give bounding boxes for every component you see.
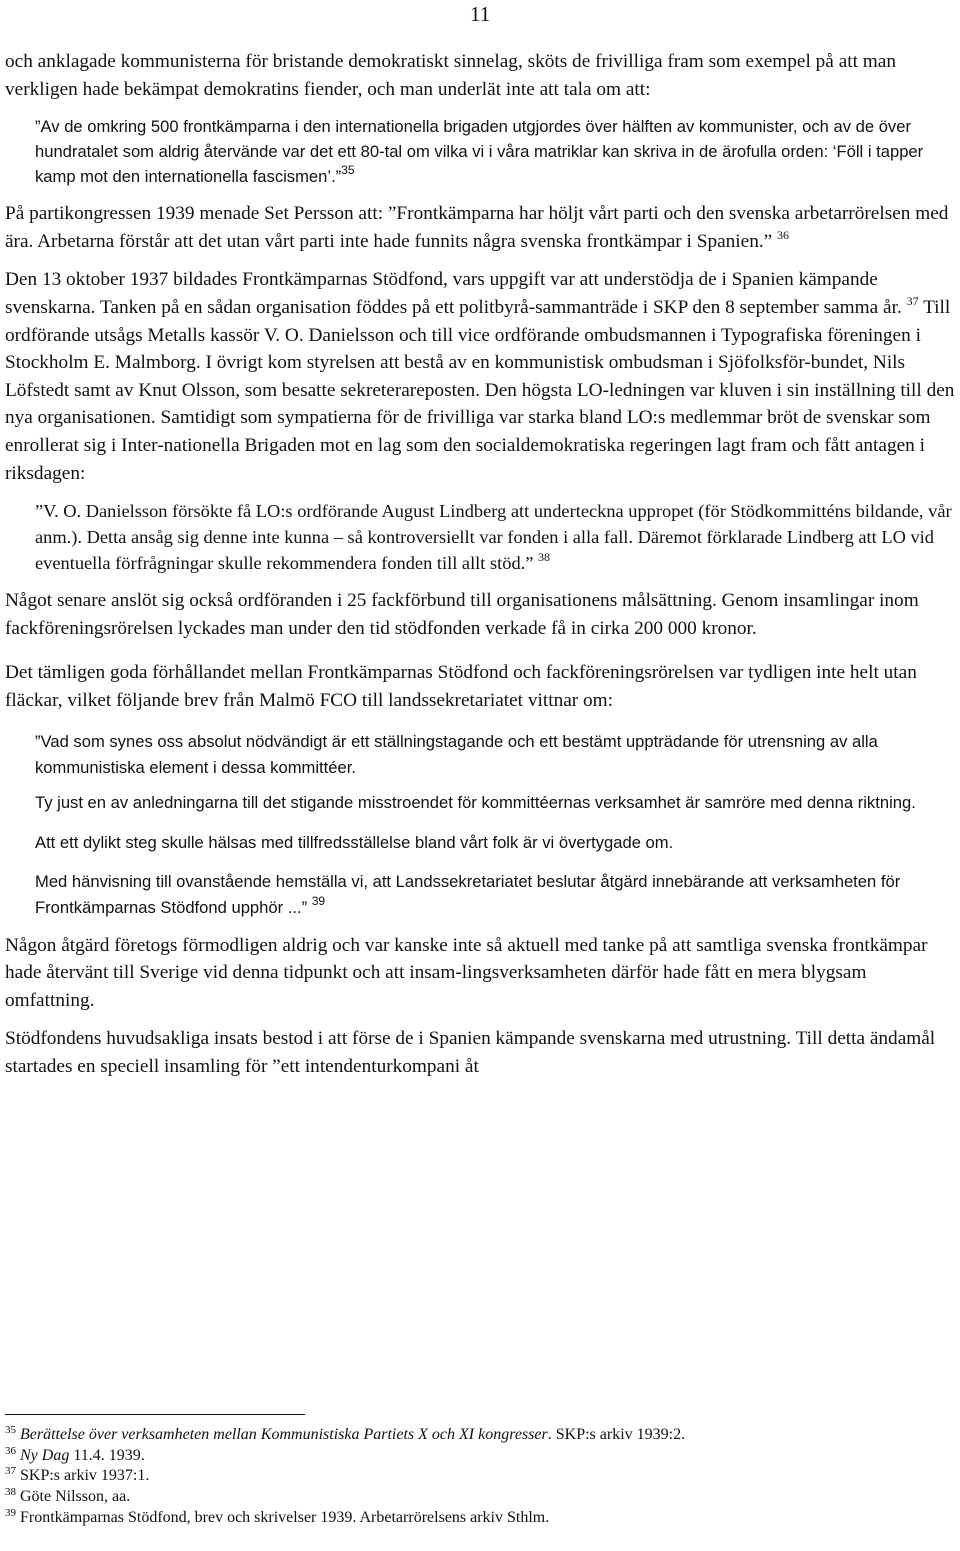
letter-quote-line-1: ”Vad som synes oss absolut nödvändigt är ett ställningstagande och ett bestämt uppträdande för utrensning av alla kommunistiska element i dessa kommittéer. (35, 731, 878, 777)
paragraph-text: Till ordförande utsågs Metalls kassör V. O. Danielsson och till vice ordförande ombudsmannen i Typografiska föreningen i Stockholm E. Malmborg. I övrigt kom styrelsen att bestå av en kommunistisk ombudsman i Sjöfolksför-bundet, Nils Löfstedt samt av Knut Olsson, som besatte sekreterareposten. Den högsta LO-ledningen var kluven i sin inställning till den nya organisationen. Samtidigt som sympatierna för de frivilliga var starka bland LO:s medlemmar bröt de svenskar som enrollerat sig i Inter-nationella Brigaden mot en lag som den socialdemokratiska regeringen lagt fram och fått antagen i riksdagen: (5, 296, 955, 484)
quote-text: ”V. O. Danielsson försökte få LO:s ordförande August Lindberg att underteckna uppropet (för Stödkommitténs bildande, vår anm.). Detta ansåg sig denne inte kunna – så kontroversiellt var fonden i alla fall. Däremot förklarade Lindberg att LO vid eventuella förfrågningar skulle rekommendera fonden till allt stöd.” (35, 501, 952, 574)
quote-text: ”Av de omkring 500 frontkämparna i den internationella brigaden utgjordes över hälften av kommunister, och av de över hundratalet som aldrig återvände var det ett 80-tal om vilka vi i våra matriklar kan skriva in de ärofulla orden: ‘Föll i tapper kamp mot den internationella fascismen’.” (35, 117, 924, 187)
footnote-ref-37[interactable]: 37 (906, 293, 919, 308)
paragraph-3 (5, 266, 957, 487)
block-quote-1 (5, 114, 957, 189)
footnote-37 (5, 1466, 955, 1487)
footnote-divider (5, 1414, 305, 1415)
footnote-text: Göte Nilsson, aa. (20, 1488, 131, 1506)
footnote-35 (5, 1425, 955, 1446)
footnote-ref-36[interactable]: 36 (777, 227, 790, 242)
footnote-ref-39[interactable]: 39 (311, 893, 326, 908)
paragraph-2 (5, 200, 957, 255)
footnote-38 (5, 1487, 955, 1508)
paragraph-4: Något senare anslöt sig också ordföranden i 25 fackförbund till organisationens målsättning. Genom insamlingar inom fackföreningsrörelsen lyckades man under den tid stödfonden verkade få in cirka 200 000 kronor. (5, 590, 919, 639)
footnote-ref-35[interactable]: 35 (341, 163, 355, 178)
footnote-number: 35 (5, 1424, 16, 1436)
footnote-title: Ny Dag (20, 1446, 70, 1464)
footnote-number: 39 (5, 1506, 16, 1519)
block-quote-2 (5, 498, 957, 576)
letter-quote-line-3: Att ett dylikt steg skulle hälsas med tillfredsställelse bland vårt folk är vi övertygade om. (35, 832, 674, 852)
paragraph-7: Stödfondens huvudsakliga insats bestod i att förse de i Spanien kämpande svenskarna med utrustning. Till detta ändamål startades en speciell insamling för ”ett intendenturkompani åt (5, 1028, 936, 1077)
footnote-text: SKP:s arkiv 1937:1. (20, 1467, 150, 1485)
footnotes (5, 1414, 955, 1529)
letter-quote-line-2: Ty just en av anledningarna till det stigande misstroendet för kommittéernas verksamhet är samröre med denna riktning. (35, 792, 916, 812)
footnote-text: 11.4. 1939. (69, 1446, 145, 1464)
footnote-36 (5, 1446, 955, 1467)
page-number: 11 (470, 2, 491, 26)
paragraph-text: På partikongressen 1939 menade Set Persson att: ”Frontkämparna har höljt vårt parti och den svenska arbetarrörelsen med ära. Arbetarna förstår att det utan vårt parti inte hade funnits några svenska frontkämpar i Spanien.” (5, 203, 949, 252)
paragraph-1: och anklagade kommunisterna för bristande demokratiskt sinnelag, sköts de frivilliga fram som exempel på att man verkligen hade bekämpat demokratins fiender, och man underlät inte att tala om att: (5, 51, 896, 100)
footnote-text: . SKP:s arkiv 1939:2. (547, 1426, 686, 1443)
footnote-number: 37 (5, 1465, 16, 1478)
footnote-text: Frontkämparnas Stödfond, brev och skrivelser 1939. Arbetarrörelsens arkiv Sthlm. (20, 1508, 550, 1526)
paragraph-6: Någon åtgärd företogs förmodligen aldrig och var kanske inte så aktuell med tanke på att samtliga svenska frontkämpar hade återvänt till Sverige vid denna tidpunkt och att insam-lingsverksamheten därför hade fått en mera blygsam omfattning. (5, 934, 928, 1011)
footnote-39 (5, 1508, 955, 1529)
footnote-number: 36 (5, 1444, 16, 1457)
body-text (5, 48, 957, 1080)
footnote-number: 38 (5, 1486, 16, 1499)
quote-text: Med hänvisning till ovanstående hemställa vi, att Landssekretariatet beslutar åtgärd innebärande att verksamheten för Frontkämparnas Stödfond upphör ...” (35, 871, 901, 917)
footnote-ref-38[interactable]: 38 (538, 550, 551, 565)
paragraph-text: Den 13 oktober 1937 bildades Frontkämparnas Stödfond, vars uppgift var att understödja de i Spanien kämpande svenskarna. Tanken på en sådan organisation föddes på ett politbyrå-sammanträde i SKP den 8 september samma år. (5, 269, 902, 318)
paragraph-5: Det tämligen goda förhållandet mellan Frontkämparnas Stödfond och fackföreningsrörelsen var tydligen inte helt utan fläckar, vilket följande brev från Malmö FCO till landssekretariatet vittnar om: (5, 662, 917, 711)
letter-quote-line-4 (5, 869, 957, 921)
footnote-title: Berättelse över verksamheten mellan Kommunistiska Partiets X och XI kongresser (20, 1426, 548, 1443)
